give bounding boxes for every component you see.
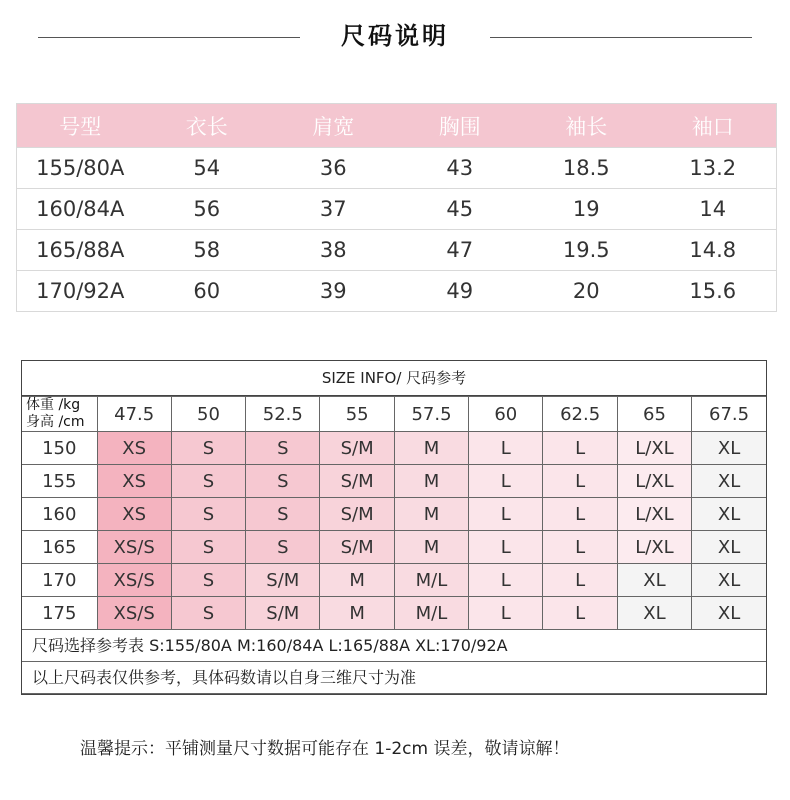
size-cell: S	[246, 531, 320, 564]
cell-chest: 43	[446, 156, 474, 180]
cell-chest: 47	[446, 238, 474, 262]
size-cell: XL	[692, 564, 766, 597]
cell-cuff: 14	[699, 197, 727, 221]
disclaimer-row	[22, 662, 766, 694]
size-legend-row	[22, 630, 766, 662]
size-grid	[22, 396, 766, 694]
cell-shoulder: 37	[319, 197, 347, 221]
weight-header: 60	[469, 397, 543, 432]
cell-cuff: 13.2	[689, 156, 737, 180]
size-cell: XL	[692, 465, 766, 498]
size-cell: L/XL	[617, 432, 691, 465]
size-cell: M/L	[394, 597, 468, 630]
size-cell: S	[246, 465, 320, 498]
size-cell: XS/S	[97, 564, 171, 597]
size-cell: S	[246, 432, 320, 465]
size-cell: L	[469, 597, 543, 630]
size-cell: M	[394, 432, 468, 465]
table-row	[22, 531, 766, 564]
header-cuff: 袖口	[691, 114, 734, 139]
cell-shoulder: 38	[319, 238, 347, 262]
size-legend-note: 尺码选择参考表 S:155/80A M:160/84A L:165/88A XL:170/92A	[22, 630, 766, 662]
size-cell: S	[171, 432, 245, 465]
size-cell: XS	[97, 432, 171, 465]
size-cell: L	[469, 432, 543, 465]
header-sleeve-length: 袖长	[565, 114, 608, 139]
weight-header-row	[22, 397, 766, 432]
table-row	[22, 432, 766, 465]
size-cell: L	[469, 465, 543, 498]
weight-header: 57.5	[394, 397, 468, 432]
size-cell: L	[469, 564, 543, 597]
header-model: 号型	[59, 114, 102, 139]
title-divider-right	[490, 37, 752, 38]
measurement-table	[16, 103, 777, 312]
measurement-table-header	[17, 104, 776, 147]
table-row	[17, 270, 776, 311]
size-cell: L/XL	[617, 465, 691, 498]
cell-length: 56	[193, 197, 221, 221]
cell-length: 58	[193, 238, 221, 262]
size-cell: S/M	[246, 564, 320, 597]
cell-cuff: 14.8	[689, 238, 737, 262]
size-cell: S	[171, 597, 245, 630]
size-cell: L	[543, 432, 617, 465]
size-cell: XL	[692, 597, 766, 630]
size-cell: L/XL	[617, 498, 691, 531]
cell-length: 60	[193, 279, 221, 303]
table-row	[22, 465, 766, 498]
height-label: 150	[22, 432, 97, 465]
table-row	[22, 597, 766, 630]
weight-header: 55	[320, 397, 394, 432]
size-cell: L	[543, 465, 617, 498]
size-cell: S/M	[246, 597, 320, 630]
cell-model: 165/88A	[36, 238, 125, 262]
size-cell: S/M	[320, 465, 394, 498]
weight-header: 47.5	[97, 397, 171, 432]
height-label: 165	[22, 531, 97, 564]
weight-header: 67.5	[692, 397, 766, 432]
size-cell: M	[320, 597, 394, 630]
footer-tip: 温馨提示：平铺测量尺寸数据可能存在 1-2cm 误差，敬请谅解！	[80, 739, 570, 759]
header-chest: 胸围	[438, 114, 481, 139]
cell-sleeve-length: 18.5	[562, 156, 610, 180]
table-row	[17, 229, 776, 270]
corner-header	[22, 397, 97, 432]
table-row	[17, 147, 776, 188]
size-rows	[22, 432, 766, 630]
cell-cuff: 15.6	[689, 279, 737, 303]
cell-length: 54	[193, 156, 221, 180]
height-label: 175	[22, 597, 97, 630]
size-cell: L	[543, 498, 617, 531]
size-cell: S	[171, 531, 245, 564]
cell-shoulder: 36	[319, 156, 347, 180]
height-label: 155	[22, 465, 97, 498]
weight-axis-label: 体重 /kg	[26, 397, 81, 413]
cell-model: 160/84A	[36, 197, 125, 221]
cell-model: 170/92A	[36, 279, 125, 303]
table-row	[22, 564, 766, 597]
size-cell: S/M	[320, 432, 394, 465]
weight-header: 62.5	[543, 397, 617, 432]
weight-header: 52.5	[246, 397, 320, 432]
size-reference-table	[21, 360, 767, 695]
size-cell: L	[469, 531, 543, 564]
table-row	[22, 498, 766, 531]
height-label: 170	[22, 564, 97, 597]
size-cell: S/M	[320, 498, 394, 531]
height-label: 160	[22, 498, 97, 531]
size-cell: S	[171, 564, 245, 597]
size-cell: XL	[692, 498, 766, 531]
size-cell: M	[394, 531, 468, 564]
size-cell: M	[394, 465, 468, 498]
header-shoulder: 肩宽	[312, 114, 355, 139]
size-cell: XL	[692, 531, 766, 564]
size-cell: S	[171, 465, 245, 498]
page-title: 尺码说明	[341, 22, 449, 50]
page-header	[0, 18, 790, 54]
size-cell: S	[171, 498, 245, 531]
size-cell: M	[320, 564, 394, 597]
size-cell: M	[394, 498, 468, 531]
size-disclaimer-note: 以上尺码表仅供参考，具体码数请以自身三维尺寸为准	[22, 662, 766, 694]
size-cell: L	[469, 498, 543, 531]
cell-chest: 45	[446, 197, 474, 221]
table-row	[17, 188, 776, 229]
size-cell: L/XL	[617, 531, 691, 564]
weight-header: 65	[617, 397, 691, 432]
size-cell: XS/S	[97, 531, 171, 564]
cell-model: 155/80A	[36, 156, 125, 180]
size-cell: XS	[97, 465, 171, 498]
size-cell: XS	[97, 498, 171, 531]
cell-sleeve-length: 19.5	[562, 238, 610, 262]
size-cell: XS/S	[97, 597, 171, 630]
cell-shoulder: 39	[319, 279, 347, 303]
size-cell: L	[543, 564, 617, 597]
size-cell: S/M	[320, 531, 394, 564]
header-length: 衣长	[185, 114, 228, 139]
cell-sleeve-length: 19	[572, 197, 600, 221]
size-cell: XL	[692, 432, 766, 465]
height-axis-label: 身高 /cm	[26, 414, 85, 430]
size-info-caption: SIZE INFO/ 尺码参考	[22, 361, 766, 396]
size-cell: XL	[617, 597, 691, 630]
size-cell: L	[543, 597, 617, 630]
size-cell: S	[246, 498, 320, 531]
weight-header: 50	[171, 397, 245, 432]
size-cell: L	[543, 531, 617, 564]
size-cell: M/L	[394, 564, 468, 597]
title-divider-left	[38, 37, 300, 38]
cell-sleeve-length: 20	[572, 279, 600, 303]
size-cell: XL	[617, 564, 691, 597]
cell-chest: 49	[446, 279, 474, 303]
